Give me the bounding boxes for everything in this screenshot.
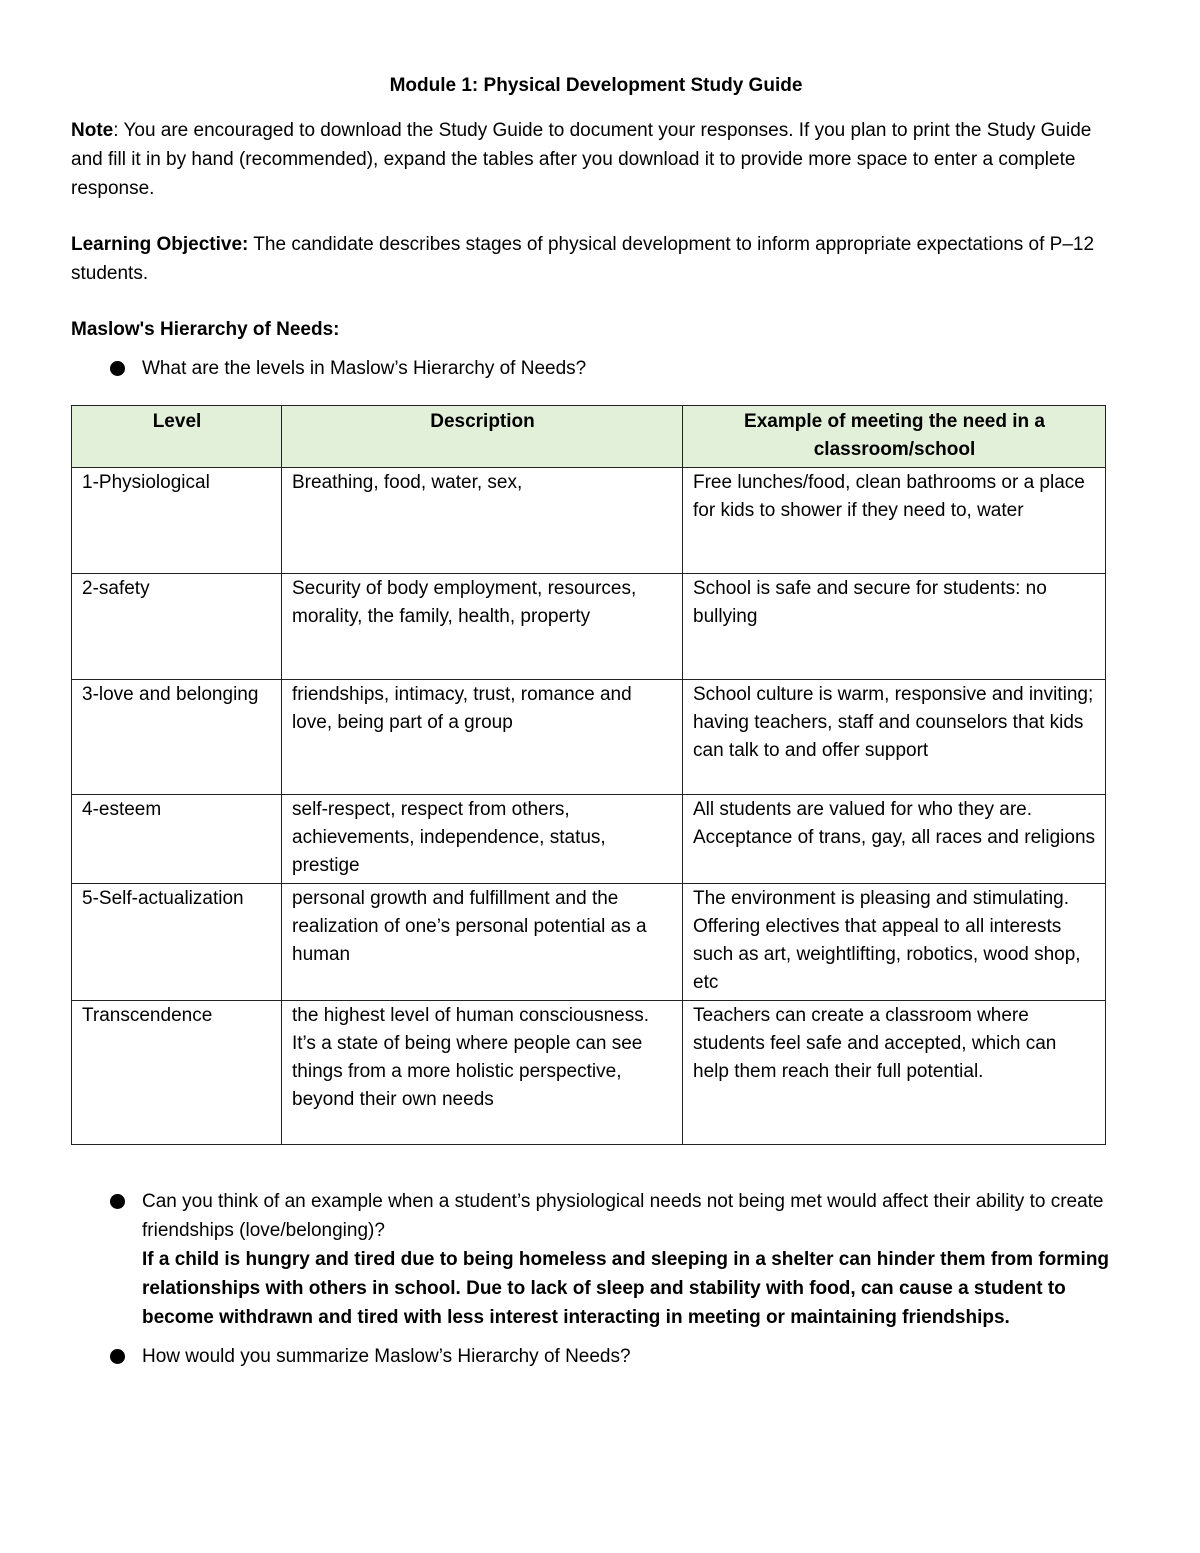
cell-example: All students are valued for who they are. Acceptance of trans, gay, all races and religions <box>683 795 1106 884</box>
cell-description: Breathing, food, water, sex, <box>282 468 683 574</box>
document-title: Module 1: Physical Development Study Guide <box>389 75 803 96</box>
cell-example: Teachers can create a classroom where students feel safe and accepted, which can help them reach their full potential. <box>683 1001 1106 1145</box>
section-heading: Maslow's Hierarchy of Needs: <box>71 319 340 340</box>
table-header-row <box>72 406 1106 468</box>
question-1-text: What are the levels in Maslow’s Hierarchy of Needs? <box>142 358 587 379</box>
table-row <box>72 884 1106 1001</box>
header-description: Description <box>282 406 683 468</box>
cell-description: Security of body employment, resources, morality, the family, health, property <box>282 574 683 680</box>
bullet-icon <box>110 361 125 376</box>
bullet-question-1 <box>71 354 1121 383</box>
cell-description: the highest level of human consciousness. It’s a state of being where people can see things from a more holistic perspective, beyond their own needs <box>282 1001 683 1145</box>
answer-2-text: If a child is hungry and tired due to being homeless and sleeping in a shelter can hinder them from forming relationships with others in school. Due to lack of sleep and stability with food, can cause a student to become withdrawn and tired with less interest interacting in meeting or maintaining friendships. <box>142 1249 1110 1328</box>
question-2-text: Can you think of an example when a student’s physiological needs not being met would affect their ability to create friendships (love/belonging)? <box>142 1191 1104 1241</box>
cell-level: 4-esteem <box>72 795 282 884</box>
cell-example: School culture is warm, responsive and inviting; having teachers, staff and counselors that kids can talk to and offer support <box>683 680 1106 795</box>
bullet-question-3 <box>71 1342 1121 1371</box>
cell-level: 5-Self-actualization <box>72 884 282 1001</box>
cell-description: personal growth and fulfillment and the realization of one’s personal potential as a human <box>282 884 683 1001</box>
cell-example: The environment is pleasing and stimulating. Offering electives that appeal to all interests such as art, weightlifting, robotics, wood shop, etc <box>683 884 1106 1001</box>
objective-text: The candidate describes stages of physical development to inform appropriate expectations of P–12 students. <box>71 234 1095 284</box>
cell-level: 3-love and belonging <box>72 680 282 795</box>
table-row <box>72 574 1106 680</box>
bullet-icon <box>110 1194 125 1209</box>
bullet-icon <box>110 1349 125 1364</box>
study-guide-page <box>71 72 1121 1371</box>
objective-paragraph <box>71 230 1121 288</box>
cell-example: Free lunches/food, clean bathrooms or a place for kids to shower if they need to, water <box>683 468 1106 574</box>
question-3-text: How would you summarize Maslow’s Hierarchy of Needs? <box>142 1346 631 1367</box>
table-row <box>72 1001 1106 1145</box>
cell-example: School is safe and secure for students: no bullying <box>683 574 1106 680</box>
cell-level: Transcendence <box>72 1001 282 1145</box>
table-row <box>72 680 1106 795</box>
header-level: Level <box>72 406 282 468</box>
cell-level: 2-safety <box>72 574 282 680</box>
note-text: : You are encouraged to download the Study Guide to document your responses. If you plan to print the Study Guide and fill it in by hand (recommended), expand the tables after you download it to provide more space to enter a complete response. <box>71 120 1092 199</box>
table-row <box>72 795 1106 884</box>
cell-description: friendships, intimacy, trust, romance and love, being part of a group <box>282 680 683 795</box>
objective-label: Learning Objective: <box>71 234 249 255</box>
bullet-question-2 <box>71 1187 1121 1332</box>
maslow-table <box>71 405 1106 1145</box>
cell-level: 1-Physiological <box>72 468 282 574</box>
note-paragraph <box>71 116 1121 203</box>
table-row <box>72 468 1106 574</box>
cell-description: self-respect, respect from others, achievements, independence, status, prestige <box>282 795 683 884</box>
follow-up-questions <box>71 1187 1121 1371</box>
note-label: Note <box>71 120 114 141</box>
header-example: Example of meeting the need in a classroom/school <box>683 406 1106 468</box>
